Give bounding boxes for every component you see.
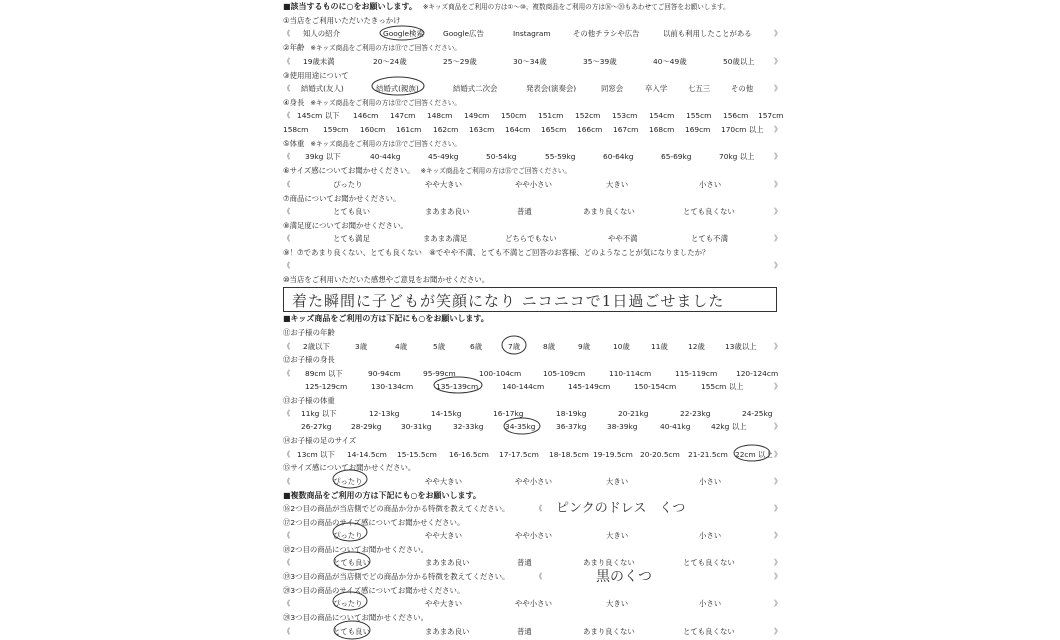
q1-option[interactable]: 知人の紹介 [303, 29, 340, 38]
q12-option[interactable]: 115-119cm [675, 369, 718, 378]
q11-option[interactable]: 12歳 [688, 342, 705, 351]
q4-option[interactable]: 167cm [613, 125, 639, 134]
q10-handwritten-answer: 着た瞬間に子どもが笑顔になり ニコニコで1日過ごせました [292, 292, 725, 310]
q15-option[interactable]: やや大きい [425, 477, 462, 486]
q19-line [283, 571, 783, 582]
q1-option[interactable]: その他チラシや広告 [573, 29, 640, 38]
q6-option[interactable]: やや大きい [425, 180, 462, 189]
q13-option[interactable]: 16-17kg [493, 409, 524, 418]
q3-option[interactable]: 結婚式(友人) [301, 84, 344, 93]
q3-option[interactable]: 発表会(演奏会) [526, 84, 577, 93]
q4-option[interactable]: 150cm [501, 111, 527, 120]
q12-option[interactable]: 105-109cm [543, 369, 586, 378]
q17-options [283, 530, 783, 541]
q18-label: ⑱2つ目の商品についてお聞かせください。 [283, 545, 428, 554]
section-note: ※キッズ商品をご利用の方は①〜⑩、複数商品をご利用の方は⑯〜⑳もあわせてご回答をお願いします。 [422, 3, 730, 11]
q5-option[interactable]: 70kg 以上 [719, 152, 755, 161]
q14-label: ⑭お子様の足のサイズ [283, 436, 357, 445]
q12-option[interactable]: 155cm 以上 [701, 382, 744, 391]
q11-option[interactable]: 10歳 [613, 342, 630, 351]
bracket-open: 《 [283, 84, 291, 93]
q15-option[interactable]: やや小さい [515, 477, 552, 486]
q13-option[interactable]: 18-19kg [556, 409, 587, 418]
bracket-close: 》 [774, 125, 782, 134]
q18-options [283, 557, 783, 568]
section-title-text: ■該当するものに○をお願いします。 [283, 2, 417, 11]
q5-option[interactable]: 40-44kg [370, 152, 401, 161]
q11-option[interactable]: 6歳 [470, 342, 483, 351]
bracket-open: 《 [283, 450, 291, 459]
q1-option[interactable]: Google広告 [443, 29, 484, 38]
q7-options [283, 206, 783, 217]
q4-option[interactable]: 151cm [538, 111, 564, 120]
q19-handwritten-answer[interactable]: 黒のくつ [596, 569, 652, 585]
q7-label: ⑦商品についてお聞かせください。 [283, 194, 401, 203]
q20-option[interactable]: やや小さい [515, 599, 552, 608]
q20-option[interactable]: 小さい [699, 599, 722, 608]
q14-option[interactable]: 19-19.5cm [593, 450, 633, 459]
q4-option[interactable]: 166cm [577, 125, 603, 134]
q8-option[interactable]: やや不満 [608, 234, 638, 243]
q20-label: ⑳3つ目の商品のサイズ感についてお聞かせください。 [283, 586, 465, 595]
q12-option[interactable]: 140-144cm [502, 382, 545, 391]
q10-label: ⑩当店をご利用いただいた感想やご意見をお聞かせください。 [283, 275, 490, 284]
q11-option[interactable]: 11歳 [651, 342, 668, 351]
q2-option[interactable]: 35〜39歳 [583, 57, 617, 66]
q8-options [283, 233, 783, 244]
q4-option[interactable]: 159cm [323, 125, 349, 134]
q12-label: ⑫お子様の身長 [283, 355, 335, 364]
q14-option[interactable]: 13cm 以下 [297, 450, 335, 459]
bracket-close: 》 [774, 382, 782, 391]
q2-option[interactable]: 19歳未満 [303, 57, 335, 66]
q13-option[interactable]: 14-15kg [431, 409, 462, 418]
q11-option[interactable]: 9歳 [578, 342, 591, 351]
q4-option[interactable]: 152cm [575, 111, 601, 120]
q5-label: ⑤体重 ※キッズ商品をご利用の方は⑬でご回答ください。 [283, 139, 461, 148]
section-title-multi: ■複数商品をご利用の方は下記にも○をお願いします。 [283, 491, 481, 500]
bracket-open: 《 [283, 599, 291, 608]
bracket-close: 》 [774, 422, 782, 431]
bracket-open: 《 [283, 531, 291, 540]
q10-answer-box[interactable] [283, 287, 777, 312]
q12-options-row2 [283, 381, 783, 392]
bracket-close: 》 [774, 531, 782, 540]
q14-option[interactable]: 15-15.5cm [397, 450, 437, 459]
q15-label: ⑮サイズ感についてお聞かせください。 [283, 463, 416, 472]
q12-option[interactable]: 100-104cm [479, 369, 522, 378]
q12-option[interactable]: 120-124cm [736, 369, 779, 378]
q4-option[interactable]: 147cm [390, 111, 416, 120]
q11-label: ⑪お子様の年齢 [283, 328, 335, 337]
q14-option[interactable]: 14-14.5cm [347, 450, 387, 459]
bracket-open: 《 [535, 504, 543, 513]
q20-options [283, 598, 783, 609]
bracket-close: 》 [774, 57, 782, 66]
q13-option[interactable]: 38-39kg [607, 422, 638, 431]
q4-option[interactable]: 163cm [469, 125, 495, 134]
q8-option[interactable]: とても不満 [691, 234, 728, 243]
q21-options [283, 626, 783, 637]
bracket-close: 》 [774, 152, 782, 161]
bracket-close: 》 [774, 261, 782, 270]
q11-option[interactable]: 3歳 [355, 342, 368, 351]
bracket-close: 》 [774, 29, 782, 38]
q11-option[interactable]: 2歳以下 [303, 342, 330, 351]
q4-option[interactable]: 145cm 以下 [297, 111, 340, 120]
bracket-open: 《 [283, 477, 291, 486]
bracket-open: 《 [283, 207, 291, 216]
q14-option[interactable]: 22cm 以上 [735, 450, 773, 459]
q17-option[interactable]: 小さい [699, 531, 722, 540]
q4-options-row1 [283, 110, 783, 121]
q4-option[interactable]: 170cm 以上 [721, 125, 764, 134]
q13-option[interactable]: 26-27kg [301, 422, 332, 431]
bracket-open: 《 [535, 572, 543, 581]
q7-option[interactable]: まあまあ良い [425, 207, 470, 216]
q20-option[interactable]: 大きい [606, 599, 629, 608]
bracket-open: 《 [283, 29, 291, 38]
q21-option[interactable]: あまり良くない [583, 627, 635, 636]
q4-option[interactable]: 157cm [758, 111, 784, 120]
bracket-close: 》 [774, 572, 782, 581]
q5-options [283, 151, 783, 162]
q1-option[interactable]: Instagram [513, 29, 551, 38]
q18-option[interactable]: とても良くない [683, 558, 735, 567]
q9-answer-line[interactable] [283, 260, 783, 271]
q16-label: ⑯2つ目の商品が当店側でどの商品か分かる特徴を教えてください。 [283, 504, 510, 513]
q7-option[interactable]: 普通 [517, 207, 532, 216]
q11-option[interactable]: 13歳以上 [725, 342, 757, 351]
q4-option[interactable]: 160cm [360, 125, 386, 134]
bracket-open: 《 [283, 261, 291, 270]
q13-option[interactable]: 12-13kg [369, 409, 400, 418]
q4-option[interactable]: 158cm [283, 125, 309, 134]
bracket-open: 《 [283, 627, 291, 636]
q12-option[interactable]: 90-94cm [368, 369, 401, 378]
q8-option[interactable]: まあまあ満足 [423, 234, 468, 243]
q12-options-row1 [283, 368, 783, 379]
q4-option[interactable]: 155cm [686, 111, 712, 120]
bracket-close: 》 [774, 504, 782, 513]
q6-option[interactable]: やや小さい [515, 180, 552, 189]
q3-option[interactable]: 卒入学 [645, 84, 668, 93]
q12-option[interactable]: 125-129cm [305, 382, 348, 391]
q12-option[interactable]: 150-154cm [634, 382, 677, 391]
q17-option[interactable]: ぴったり [333, 531, 363, 540]
bracket-open: 《 [283, 558, 291, 567]
bracket-open: 《 [283, 180, 291, 189]
q21-option[interactable]: 普通 [517, 627, 532, 636]
q11-option[interactable]: 5歳 [433, 342, 446, 351]
q14-options [283, 449, 783, 460]
q21-option[interactable]: まあまあ良い [425, 627, 470, 636]
bracket-close: 》 [774, 450, 782, 459]
q3-option[interactable]: 同窓会 [601, 84, 624, 93]
q13-option[interactable]: 32-33kg [453, 422, 484, 431]
q20-option[interactable]: ぴったり [333, 599, 363, 608]
q15-option[interactable]: ぴったり [333, 477, 363, 486]
q13-option[interactable]: 34-35kg [505, 422, 536, 431]
q12-option[interactable]: 135-139cm [436, 382, 479, 391]
bracket-close: 》 [774, 477, 782, 486]
bracket-close: 》 [774, 558, 782, 567]
q13-option[interactable]: 42kg 以上 [711, 422, 747, 431]
q2-options [283, 56, 783, 67]
bracket-open: 《 [283, 57, 291, 66]
q16-line [283, 503, 783, 514]
q13-option[interactable]: 22-23kg [680, 409, 711, 418]
q18-option[interactable]: とても良い [333, 558, 370, 567]
q19-label: ⑲3つ目の商品が当店側でどの商品か分かる特徴を教えてください。 [283, 572, 510, 581]
q13-options-row1 [283, 408, 783, 419]
bracket-open: 《 [283, 234, 291, 243]
q13-option[interactable]: 28-29kg [351, 422, 382, 431]
q13-option[interactable]: 11kg 以下 [301, 409, 337, 418]
q2-option[interactable]: 20〜24歳 [373, 57, 407, 66]
q7-option[interactable]: とても良い [333, 207, 370, 216]
q3-options [283, 83, 783, 94]
q6-option[interactable]: ぴったり [333, 180, 363, 189]
q7-option[interactable]: あまり良くない [583, 207, 635, 216]
bracket-open: 《 [283, 342, 291, 351]
q13-options-row2 [283, 421, 783, 432]
q4-option[interactable]: 162cm [433, 125, 459, 134]
q15-options [283, 476, 783, 487]
q4-option[interactable]: 153cm [612, 111, 638, 120]
q4-option[interactable]: 148cm [427, 111, 453, 120]
q2-option[interactable]: 25〜29歳 [443, 57, 477, 66]
bracket-close: 》 [774, 234, 782, 243]
q18-option[interactable]: あまり良くない [583, 558, 635, 567]
q3-option[interactable]: 結婚式(親族) [376, 84, 419, 93]
q4-options-row2 [283, 124, 783, 135]
bracket-close: 》 [774, 342, 782, 351]
q2-option[interactable]: 50歳以上 [723, 57, 755, 66]
bracket-open: 《 [283, 152, 291, 161]
q4-option[interactable]: 164cm [505, 125, 531, 134]
q5-option[interactable]: 50-54kg [486, 152, 517, 161]
q4-option[interactable]: 154cm [649, 111, 675, 120]
q1-label: ①当店をご利用いただいたきっかけ [283, 16, 401, 25]
q13-option[interactable]: 24-25kg [742, 409, 773, 418]
q14-option[interactable]: 21-21.5cm [688, 450, 728, 459]
q21-option[interactable]: とても良くない [683, 627, 735, 636]
q5-option[interactable]: 60-64kg [603, 152, 634, 161]
q17-option[interactable]: やや大きい [425, 531, 462, 540]
q13-option[interactable]: 20-21kg [618, 409, 649, 418]
q17-option[interactable]: やや小さい [515, 531, 552, 540]
q4-option[interactable]: 149cm [464, 111, 490, 120]
bracket-close: 》 [774, 599, 782, 608]
q15-option[interactable]: 大きい [606, 477, 629, 486]
q4-option[interactable]: 165cm [541, 125, 567, 134]
section-title-main [283, 1, 730, 13]
q4-option[interactable]: 146cm [353, 111, 379, 120]
q4-option[interactable]: 168cm [649, 125, 675, 134]
q13-option[interactable]: 36-37kg [556, 422, 587, 431]
q4-option[interactable]: 161cm [396, 125, 422, 134]
q12-option[interactable]: 110-114cm [609, 369, 652, 378]
q6-options [283, 179, 783, 190]
section-title-kids: ■キッズ商品をご利用の方は下記にも○をお願いします。 [283, 314, 489, 323]
q5-option[interactable]: 55-59kg [545, 152, 576, 161]
q11-options [283, 341, 783, 352]
q20-option[interactable]: やや大きい [425, 599, 462, 608]
q13-option[interactable]: 40-41kg [660, 422, 691, 431]
q13-option[interactable]: 30-31kg [401, 422, 432, 431]
bracket-open: 《 [283, 111, 291, 120]
bracket-close: 》 [774, 84, 782, 93]
q11-option[interactable]: 8歳 [543, 342, 556, 351]
q14-option[interactable]: 16-16.5cm [449, 450, 489, 459]
q6-label: ⑥サイズ感についてお聞かせください。 ※キッズ商品をご利用の方は⑮でご回答ください。 [283, 166, 571, 175]
q8-option[interactable]: とても満足 [333, 234, 370, 243]
q1-option[interactable]: Google検索 [383, 29, 424, 38]
q6-option[interactable]: 大きい [606, 180, 629, 189]
q1-option[interactable]: 以前も利用したことがある [663, 29, 752, 38]
q14-option[interactable]: 20-20.5cm [640, 450, 680, 459]
q11-option[interactable]: 7歳 [508, 342, 521, 351]
bracket-close: 》 [774, 180, 782, 189]
q3-option[interactable]: その他 [731, 84, 754, 93]
bracket-close: 》 [774, 627, 782, 636]
q4-label: ④身長 ※キッズ商品をご利用の方は⑫でご回答ください。 [283, 98, 461, 107]
q8-label: ⑧満足度についてお聞かせください。 [283, 221, 408, 230]
q5-option[interactable]: 39kg 以下 [305, 152, 341, 161]
q2-option[interactable]: 30〜34歳 [513, 57, 547, 66]
q8-option[interactable]: どちらでもない [505, 234, 557, 243]
q3-label: ③使用用途について [283, 71, 349, 80]
q17-option[interactable]: 大きい [606, 531, 629, 540]
q14-option[interactable]: 17-17.5cm [499, 450, 539, 459]
q3-option[interactable]: 結婚式二次会 [453, 84, 498, 93]
q3-option[interactable]: 七五三 [688, 84, 711, 93]
q12-option[interactable]: 145-149cm [568, 382, 611, 391]
q5-option[interactable]: 65-69kg [661, 152, 692, 161]
q21-label: ⑳3つ目の商品についてお聞かせください。 [283, 613, 428, 622]
q4-option[interactable]: 156cm [723, 111, 749, 120]
q12-option[interactable]: 89cm 以下 [305, 369, 343, 378]
q18-option[interactable]: 普通 [517, 558, 532, 567]
q11-option[interactable]: 4歳 [395, 342, 408, 351]
q7-option[interactable]: とても良くない [683, 207, 735, 216]
q2-label: ②年齢 ※キッズ商品をご利用の方は⑪でご回答ください。 [283, 43, 461, 52]
q6-option[interactable]: 小さい [699, 180, 722, 189]
q18-option[interactable]: まあまあ良い [425, 558, 470, 567]
q13-label: ⑬お子様の体重 [283, 396, 335, 405]
q17-label: ⑰2つ目の商品のサイズ感についてお聞かせください。 [283, 518, 465, 527]
q4-option[interactable]: 169cm [685, 125, 711, 134]
bracket-open: 《 [283, 369, 291, 378]
q15-option[interactable]: 小さい [699, 477, 722, 486]
q21-option[interactable]: とても良い [333, 627, 370, 636]
q16-handwritten-answer[interactable]: ピンクのドレス くつ [556, 501, 686, 516]
q5-option[interactable]: 45-49kg [428, 152, 459, 161]
q2-option[interactable]: 40〜49歳 [653, 57, 687, 66]
q12-option[interactable]: 130-134cm [371, 382, 414, 391]
bracket-close: 》 [774, 207, 782, 216]
q12-option[interactable]: 95-99cm [423, 369, 456, 378]
bracket-open: 《 [283, 409, 291, 418]
q1-options [283, 28, 783, 39]
q14-option[interactable]: 18-18.5cm [549, 450, 589, 459]
q9-label: ⑨！⑦であまり良くない、とても良くない ⑧でやや不満、とても不満とご回答のお客様、どのようなことが気になりましたか？ [283, 248, 710, 257]
